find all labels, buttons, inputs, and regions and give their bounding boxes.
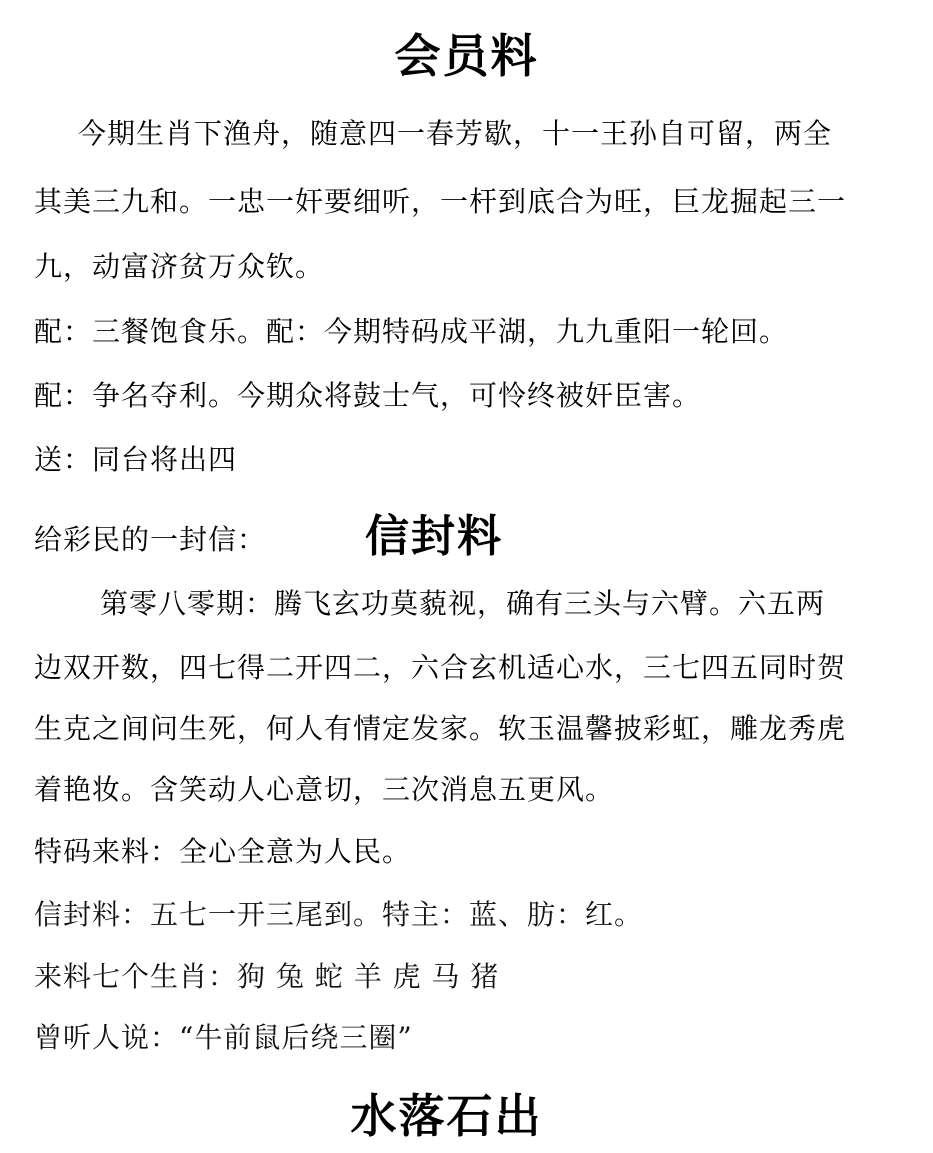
saying-line: 曾听人说：“牛前鼠后绕三圈” [34,1021,413,1054]
special-code-line: 特码来料：全心全意为人民。 [34,835,412,868]
member-text-line-3: 九，动富济贫万众钦。 [34,250,325,283]
letter-material-line: 信封料：五七一开三尾到。特主：蓝、肪：红。 [34,898,644,931]
letter-text-line-3: 生克之间问生死，何人有情定发家。软玉温馨披彩虹，雕龙秀虎 [34,712,847,745]
footer-title: 水落石出 [350,1089,543,1143]
letter-section-title: 信封料 [365,511,503,562]
letter-text-line-4: 着艳妆。含笑动人心意切，三次消息五更风。 [34,773,615,806]
letter-intro: 给彩民的一封信： [34,523,267,556]
member-match-line-1: 配：三餐饱食乐。配：今期特码成平湖，九九重阳一轮回。 [34,315,789,348]
zodiac-line: 来料七个生肖：狗 兔 蛇 羊 虎 马 猪 [34,960,500,993]
letter-text-line-1: 第零八零期：腾飞玄功莫藐视，确有三头与六臂。六五两 [100,587,826,620]
member-match-line-2: 配：争名夺利。今期众将鼓士气，可怜终被奸臣害。 [34,379,702,412]
member-text-line-1: 今期生肖下渔舟，随意四一春芳歇，十一王孙自可留，两全 [78,117,833,150]
member-text-line-2: 其美三九和。一忠一奸要细听，一杆到底合为旺，巨龙掘起三一 [34,185,847,218]
letter-text-line-2: 边双开数，四七得二开四二，六合玄机适心水，三七四五同时贺 [34,651,847,684]
member-section-title: 会员料 [394,29,539,83]
member-send-line: 送：同台将出四 [34,443,238,476]
